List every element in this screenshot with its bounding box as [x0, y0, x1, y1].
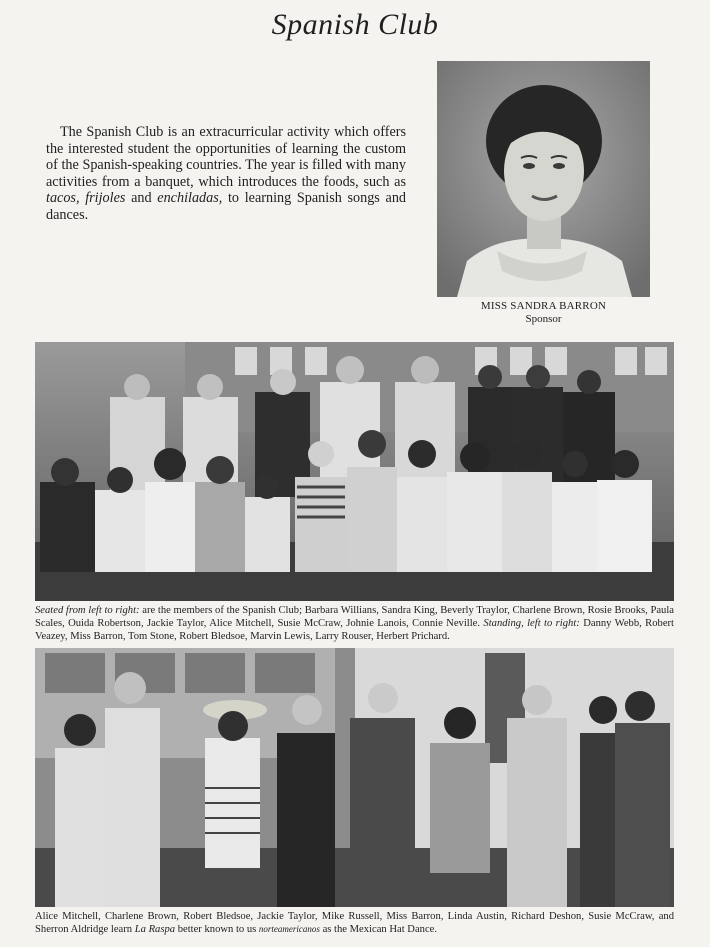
page-title: Spanish Club	[271, 8, 439, 41]
sponsor-name: MISS SANDRA BARRON	[480, 300, 607, 312]
standing-label: Standing, left to right:	[483, 618, 580, 629]
dance-photo-caption	[35, 910, 674, 936]
intro-text-2: to learning Spanish songs and dances.	[46, 190, 407, 223]
sponsor-portrait	[437, 61, 650, 297]
intro-food-1: tacos,	[46, 190, 80, 207]
standing-names: Danny Webb, Robert Veazey, Miss Barron, Tom Stone, Robert Bledsoe, Marvin Lewis, Larry Rouser, Herbert Prichard.	[35, 618, 674, 642]
dancer-names: Alice Mitchell, Charlene Brown, Robert Bledsoe, Jackie Taylor, Mike Russell, Miss Barron, Linda Austin, Richard Deshon, Susie McCraw, and Sherron Aldridge learn	[35, 911, 674, 935]
norteamericanos-term: norteamericanos	[258, 924, 320, 934]
dance-name: La Raspa	[134, 924, 176, 935]
intro-paragraph	[46, 124, 406, 224]
seated-names: are the members of the Spanish Club; Barbara Willians, Sandra King, Beverly Traylor, Charlene Brown, Rosie Brooks, Paula Scales, Ouida Robertson, Jackie Taylor, Alice Mitchell, Susie McCraw, Johnie Lanois, Connie Neville.	[35, 605, 674, 629]
seated-label: Seated from left to right:	[35, 605, 140, 616]
intro-food-2: frijoles	[85, 190, 126, 207]
intro-and: and	[125, 190, 158, 207]
intro-text-1: The Spanish Club is an extracurricular activity which offers the interested student the opportunities of learning the custom of the Spanish-speaking countries. The year is filled with many activities from a banquet, which introduces the foods, such as	[46, 124, 406, 190]
caption-text-2: better known to us	[175, 924, 259, 935]
club-group-photo	[35, 342, 674, 601]
dance-photo	[35, 648, 674, 907]
caption-text-3: as the Mexican Hat Dance.	[319, 924, 437, 935]
group-photo-caption	[35, 604, 674, 643]
sponsor-role: Sponsor	[525, 313, 562, 325]
intro-food-3: enchiladas,	[157, 190, 223, 207]
